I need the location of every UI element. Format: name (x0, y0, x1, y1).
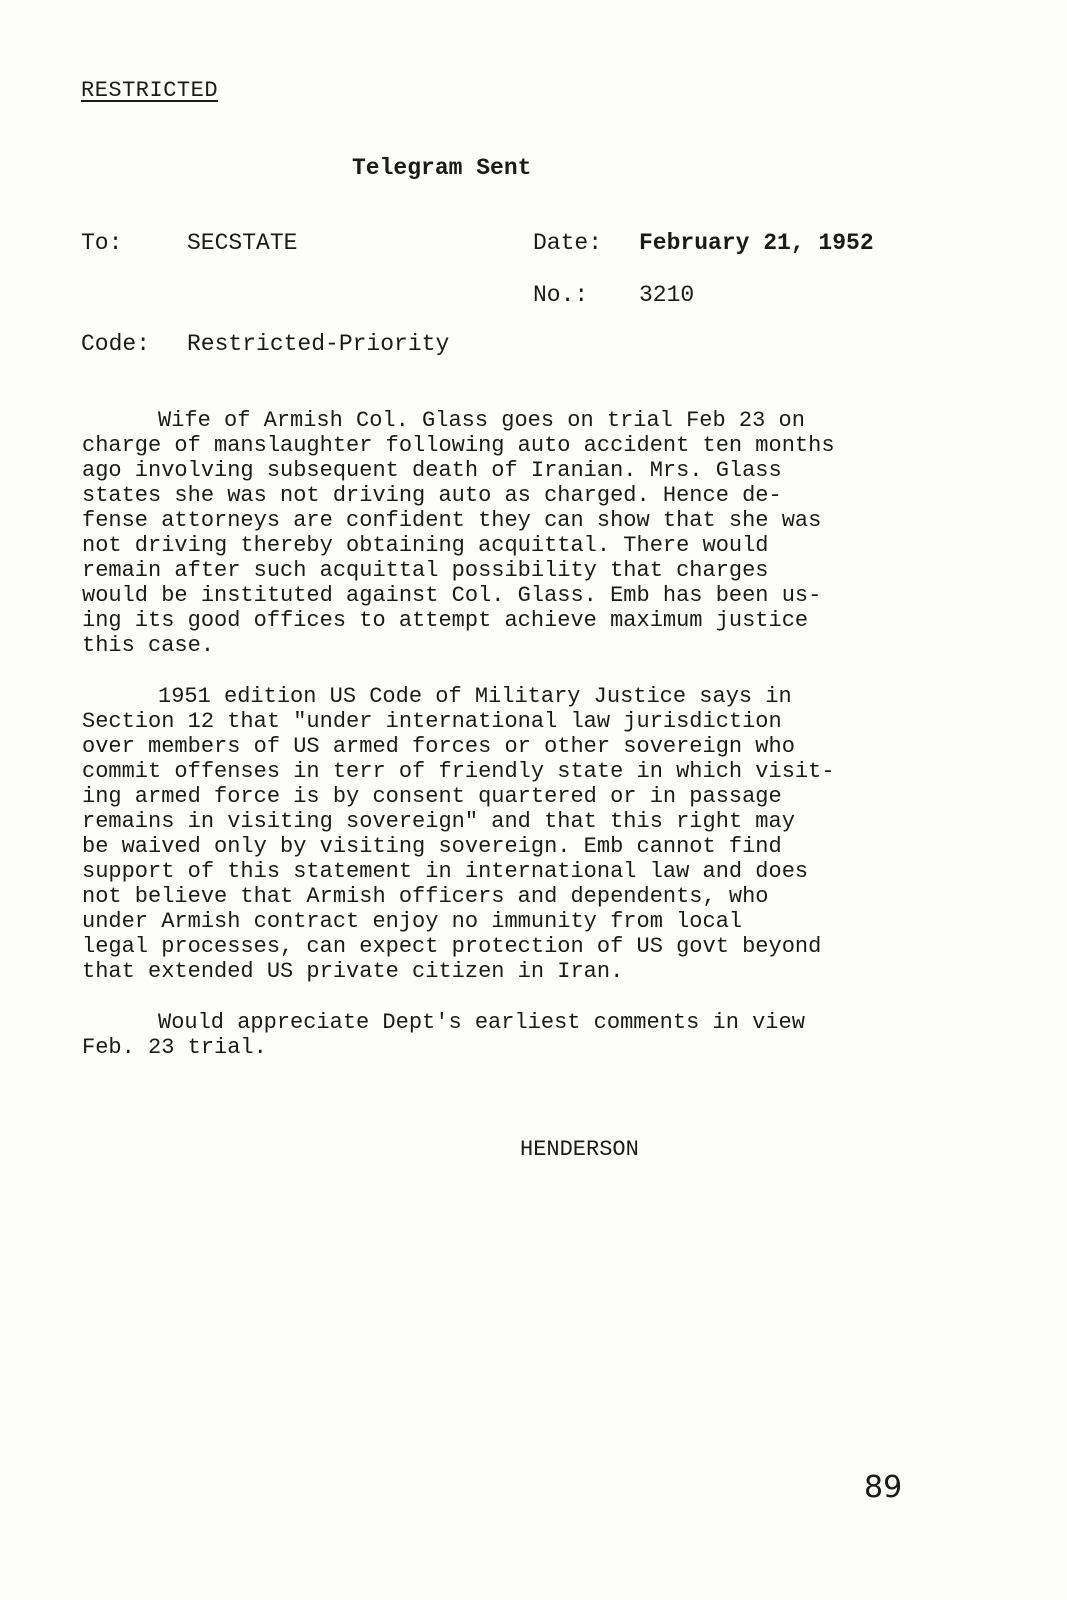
classification-marking: RESTRICTED (81, 78, 219, 103)
code-label: Code: (81, 331, 151, 357)
telegram-body (82, 408, 952, 1086)
code-value: Restricted-Priority (187, 331, 450, 357)
document-title: Telegram Sent (352, 155, 532, 181)
date-value: February 21, 1952 (639, 230, 874, 256)
date-label: Date: (533, 230, 603, 256)
number-value: 3210 (639, 282, 695, 308)
to-value: SECSTATE (187, 230, 298, 256)
number-label: No.: (533, 282, 589, 308)
body-paragraph: Wife of Armish Col. Glass goes on trial Feb 23 on charge of manslaughter following auto accident ten months ago involving subsequent death of Iranian. Mrs. Glass states she was not driving auto as charged. Hence de- fense attorneys are confident they can show that she was not driving thereby obtaining acquittal. There would remain after such acquittal possibility that charges would be instituted against Col. Glass. Emb has been us- ing its good offices to attempt achieve maximum justice this case. (82, 408, 835, 658)
body-paragraph: Would appreciate Dept's earliest comments in view Feb. 23 trial. (82, 1010, 805, 1060)
to-label: To: (81, 230, 123, 256)
body-paragraph: 1951 edition US Code of Military Justice says in Section 12 that "under international law jurisdiction over members of US armed forces or other sovereign who commit offenses in terr of friendly state in which visit- ing armed force is by consent quartered or in passage remains in visiting sovereign" and that this right may be waived only by visiting sovereign. Emb cannot find support of this statement in international law and does not believe that Armish officers and dependents, who under Armish contract enjoy no immunity from local legal processes, can expect protection of US govt beyond that extended US private citizen in Iran. (82, 684, 835, 984)
page-number: 89 (864, 1470, 903, 1505)
signature: HENDERSON (520, 1137, 639, 1162)
